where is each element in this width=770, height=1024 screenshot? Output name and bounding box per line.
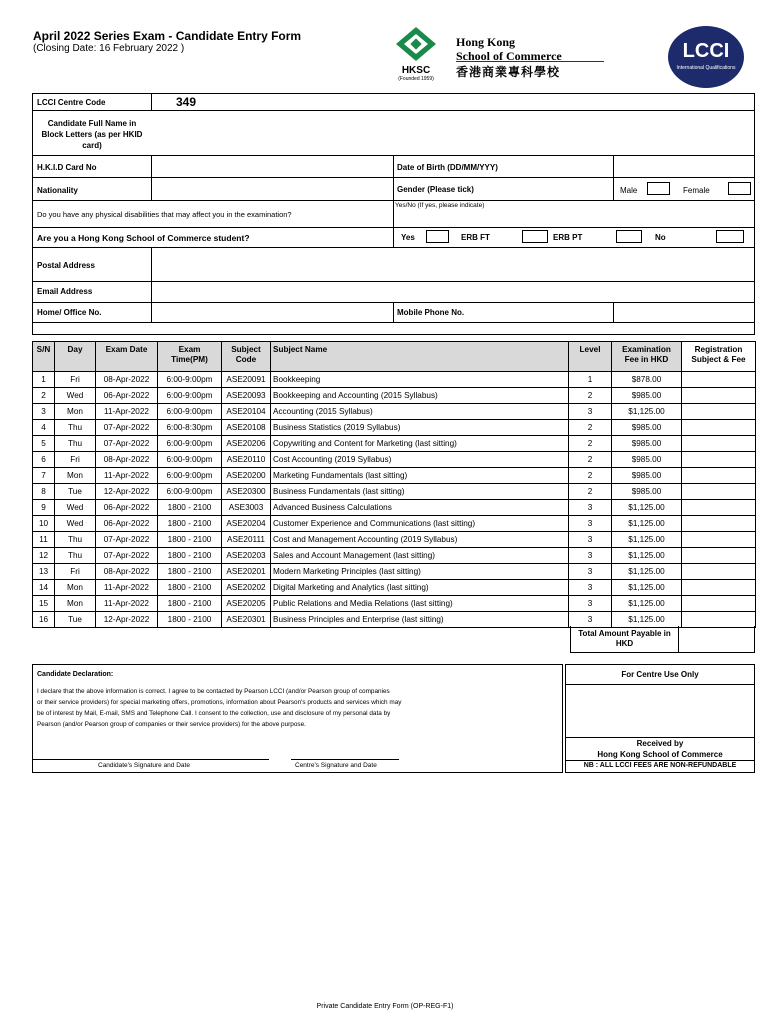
hksc-abbr: HKSC: [401, 65, 431, 76]
cell-code: ASE20110: [222, 452, 271, 468]
cell-code: ASE20093: [222, 388, 271, 404]
registration-cell[interactable]: [682, 564, 756, 580]
cell-time: 6:00-9:00pm: [158, 484, 222, 500]
registration-cell[interactable]: [682, 532, 756, 548]
cell-level: 3: [569, 516, 612, 532]
cell-date: 12-Apr-2022: [96, 612, 158, 628]
cell-date: 11-Apr-2022: [96, 404, 158, 420]
cell-day: Thu: [55, 436, 96, 452]
cell-code: ASE20108: [222, 420, 271, 436]
cell-fee: $1,125.00: [612, 564, 682, 580]
cell-day: Thu: [55, 532, 96, 548]
cell-level: 3: [569, 500, 612, 516]
table-row: [33, 516, 756, 532]
registration-cell[interactable]: [682, 548, 756, 564]
cell-level: 2: [569, 388, 612, 404]
form-title: April 2022 Series Exam - Candidate Entry Form: [33, 29, 302, 43]
email-field[interactable]: [152, 282, 754, 302]
yes-checkbox[interactable]: [426, 230, 449, 243]
dob-field[interactable]: [614, 156, 754, 177]
cell-name: Business Fundamentals (last sitting): [271, 484, 569, 500]
cell-time: 1800 - 2100: [158, 500, 222, 516]
registration-cell[interactable]: [682, 404, 756, 420]
cell-day: Fri: [55, 372, 96, 388]
table-header-row: [33, 342, 756, 372]
cell-day: Tue: [55, 612, 96, 628]
cell-day: Fri: [55, 452, 96, 468]
candidate-details-form: [32, 93, 755, 335]
cell-sn: 4: [33, 420, 55, 436]
table-row: [33, 388, 756, 404]
cell-code: ASE20300: [222, 484, 271, 500]
cell-sn: 14: [33, 580, 55, 596]
cell-name: Digital Marketing and Analytics (last sitting): [271, 580, 569, 596]
cell-name: Public Relations and Media Relations (last sitting): [271, 596, 569, 612]
cell-sn: 8: [33, 484, 55, 500]
school-name-en: [456, 35, 562, 63]
cell-sn: 1: [33, 372, 55, 388]
cell-date: 06-Apr-2022: [96, 388, 158, 404]
table-row: [33, 404, 756, 420]
cell-time: 1800 - 2100: [158, 548, 222, 564]
centre-use-title: For Centre Use Only: [621, 670, 699, 679]
received-by-school: Hong Kong School of Commerce: [597, 750, 723, 759]
phone-field[interactable]: [152, 303, 392, 322]
table-row: [33, 532, 756, 548]
centre-code-value: 349: [176, 95, 197, 109]
cell-date: 08-Apr-2022: [96, 452, 158, 468]
cell-code: ASE20206: [222, 436, 271, 452]
cell-sn: 10: [33, 516, 55, 532]
col-level: Level: [569, 342, 612, 372]
cell-name: Advanced Business Calculations: [271, 500, 569, 516]
cell-name: Cost and Management Accounting (2019 Syllabus): [271, 532, 569, 548]
cell-name: Business Principles and Enterprise (last sitting): [271, 612, 569, 628]
cell-level: 3: [569, 612, 612, 628]
cell-day: Thu: [55, 548, 96, 564]
centre-signature-line[interactable]: [291, 759, 399, 760]
cell-time: 6:00-9:00pm: [158, 436, 222, 452]
cell-day: Wed: [55, 500, 96, 516]
lcci-logo-text: LCCI: [682, 40, 730, 62]
cell-name: Modern Marketing Principles (last sitting): [271, 564, 569, 580]
hksc-founded: (Founded 1959): [398, 76, 434, 82]
cell-sn: 11: [33, 532, 55, 548]
cell-fee: $1,125.00: [612, 500, 682, 516]
school-name-line2: School of Commerce: [456, 49, 562, 63]
registration-cell[interactable]: [682, 420, 756, 436]
cell-fee: $1,125.00: [612, 596, 682, 612]
cell-code: ASE20201: [222, 564, 271, 580]
candidate-signature-line[interactable]: [33, 759, 269, 760]
cell-level: 3: [569, 548, 612, 564]
cell-level: 1: [569, 372, 612, 388]
mobile-field[interactable]: [614, 303, 754, 322]
col-sn: S/N: [33, 342, 55, 372]
cell-sn: 3: [33, 404, 55, 420]
lcci-logo-subtext: International Qualifications: [676, 65, 736, 71]
cell-level: 2: [569, 436, 612, 452]
cell-level: 2: [569, 420, 612, 436]
closing-date: (Closing Date: 16 February 2022 ): [33, 43, 185, 54]
cell-day: Mon: [55, 580, 96, 596]
male-label: Male: [620, 186, 638, 195]
cell-day: Wed: [55, 388, 96, 404]
registration-cell[interactable]: [682, 468, 756, 484]
cell-day: Mon: [55, 468, 96, 484]
cell-code: ASE20091: [222, 372, 271, 388]
cell-fee: $1,125.00: [612, 580, 682, 596]
cell-date: 07-Apr-2022: [96, 548, 158, 564]
cell-date: 06-Apr-2022: [96, 516, 158, 532]
cell-fee: $985.00: [612, 388, 682, 404]
cell-time: 6:00-8:30pm: [158, 420, 222, 436]
registration-cell[interactable]: [682, 452, 756, 468]
hksc-emblem-icon: [395, 26, 437, 62]
cell-date: 11-Apr-2022: [96, 580, 158, 596]
cell-time: 1800 - 2100: [158, 612, 222, 628]
declaration-text: [37, 686, 401, 730]
col-exam-time: Exam Time(PM): [158, 342, 222, 372]
col-day: Day: [55, 342, 96, 372]
centre-use-box: [565, 664, 755, 773]
cell-level: 2: [569, 484, 612, 500]
erb-pt-label: ERB PT: [553, 233, 583, 242]
col-subject-code: Subject Code: [222, 342, 271, 372]
table-row: [33, 580, 756, 596]
cell-code: ASE20203: [222, 548, 271, 564]
cell-time: 6:00-9:00pm: [158, 468, 222, 484]
nationality-field[interactable]: [152, 178, 392, 200]
exam-subject-table: [32, 341, 756, 628]
cell-time: 6:00-9:00pm: [158, 452, 222, 468]
cell-date: 11-Apr-2022: [96, 468, 158, 484]
cell-fee: $985.00: [612, 484, 682, 500]
cell-fee: $985.00: [612, 452, 682, 468]
cell-fee: $985.00: [612, 468, 682, 484]
cell-fee: $1,125.00: [612, 612, 682, 628]
cell-level: 3: [569, 404, 612, 420]
disability-field[interactable]: [394, 210, 754, 227]
col-registration: Registration Subject & Fee: [682, 342, 756, 372]
cell-day: Fri: [55, 564, 96, 580]
cell-time: 1800 - 2100: [158, 532, 222, 548]
cell-date: 07-Apr-2022: [96, 436, 158, 452]
cell-day: Mon: [55, 596, 96, 612]
cell-date: 11-Apr-2022: [96, 596, 158, 612]
table-row: [33, 436, 756, 452]
cell-sn: 13: [33, 564, 55, 580]
cell-fee: $1,125.00: [612, 516, 682, 532]
centre-signature-label: Centre's Signature and Date: [295, 762, 377, 769]
table-row: [33, 484, 756, 500]
table-row: [33, 500, 756, 516]
table-row: [33, 372, 756, 388]
registration-cell[interactable]: [682, 580, 756, 596]
nationality-label: Nationality: [37, 186, 78, 195]
declaration-title: Candidate Declaration:: [37, 671, 114, 678]
full-name-field[interactable]: [152, 111, 754, 155]
male-checkbox[interactable]: [647, 182, 670, 195]
cell-name: Marketing Fundamentals (last sitting): [271, 468, 569, 484]
cell-code: ASE20200: [222, 468, 271, 484]
registration-cell[interactable]: [682, 388, 756, 404]
cell-fee: $1,125.00: [612, 404, 682, 420]
cell-code: ASE20202: [222, 580, 271, 596]
full-name-label: Candidate Full Name in Block Letters (as per HKID card): [41, 119, 143, 150]
cell-level: 3: [569, 564, 612, 580]
cell-code: ASE3003: [222, 500, 271, 516]
cell-name: Business Statistics (2019 Syllabus): [271, 420, 569, 436]
col-exam-date: Exam Date: [96, 342, 158, 372]
cell-sn: 5: [33, 436, 55, 452]
gender-label: Gender (Please tick): [397, 185, 474, 194]
cell-level: 2: [569, 452, 612, 468]
cell-code: ASE20301: [222, 612, 271, 628]
cell-name: Bookkeeping and Accounting (2015 Syllabus): [271, 388, 569, 404]
erb-ft-checkbox[interactable]: [522, 230, 548, 243]
cell-day: Thu: [55, 420, 96, 436]
registration-cell[interactable]: [682, 436, 756, 452]
no-label: No: [655, 233, 666, 242]
cell-time: 1800 - 2100: [158, 516, 222, 532]
cell-sn: 6: [33, 452, 55, 468]
declaration-line: be of interest by Mail, E-mail, SMS and Telephone Call. I consent to the collection, use and disclosure of my personal data by: [37, 710, 391, 717]
school-name-zh: 香港商業專科學校: [456, 65, 561, 79]
cell-level: 3: [569, 596, 612, 612]
col-subject-name: Subject Name: [271, 342, 569, 372]
cell-fee: $985.00: [612, 436, 682, 452]
cell-day: Mon: [55, 404, 96, 420]
cell-sn: 9: [33, 500, 55, 516]
school-name-line1: Hong Kong: [456, 35, 516, 49]
registration-cell[interactable]: [682, 500, 756, 516]
cell-name: Bookkeeping: [271, 372, 569, 388]
lcci-logo: [668, 26, 744, 88]
cell-sn: 7: [33, 468, 55, 484]
table-row: [33, 548, 756, 564]
cell-day: Tue: [55, 484, 96, 500]
table-row: [33, 564, 756, 580]
declaration-box: [32, 664, 563, 773]
col-fee: Examination Fee in HKD: [612, 342, 682, 372]
registration-cell[interactable]: [682, 516, 756, 532]
declaration-line: or their service providers) for special marketing offers, promotions, information about Pearson's products and services which may: [37, 699, 402, 706]
cell-level: 3: [569, 580, 612, 596]
cell-name: Accounting (2015 Syllabus): [271, 404, 569, 420]
cell-name: Copywriting and Content for Marketing (last sitting): [271, 436, 569, 452]
table-row: [33, 420, 756, 436]
registration-cell[interactable]: [682, 596, 756, 612]
hksc-logo: [395, 26, 437, 82]
cell-code: ASE20104: [222, 404, 271, 420]
postal-address-label: Postal Address: [37, 261, 95, 270]
cell-sn: 15: [33, 596, 55, 612]
cell-code: ASE20205: [222, 596, 271, 612]
postal-address-field[interactable]: [152, 248, 754, 281]
centre-use-field[interactable]: [566, 685, 754, 737]
student-question: Are you a Hong Kong School of Commerce student?: [37, 233, 250, 243]
table-row: [33, 468, 756, 484]
cell-time: 6:00-9:00pm: [158, 372, 222, 388]
mobile-label: Mobile Phone No.: [397, 308, 465, 317]
cell-time: 1800 - 2100: [158, 580, 222, 596]
yes-label: Yes: [401, 233, 415, 242]
cell-date: 08-Apr-2022: [96, 564, 158, 580]
cell-level: 2: [569, 468, 612, 484]
cell-fee: $985.00: [612, 420, 682, 436]
cell-time: 6:00-9:00pm: [158, 404, 222, 420]
hkid-label: H.K.I.D Card No: [37, 163, 97, 172]
phone-label: Home/ Office No.: [37, 308, 102, 317]
total-amount-field[interactable]: [679, 626, 755, 653]
table-row: [33, 596, 756, 612]
female-label: Female: [683, 186, 710, 195]
disability-hint: Yes/No (If yes, please indicate): [395, 202, 485, 209]
registration-cell[interactable]: [682, 372, 756, 388]
cell-name: Customer Experience and Communications (last sitting): [271, 516, 569, 532]
cell-time: 1800 - 2100: [158, 596, 222, 612]
received-by-label: Received by: [636, 739, 684, 748]
cell-fee: $1,125.00: [612, 532, 682, 548]
cell-code: ASE20204: [222, 516, 271, 532]
cell-name: Sales and Account Management (last sitting): [271, 548, 569, 564]
cell-date: 07-Apr-2022: [96, 532, 158, 548]
cell-sn: 2: [33, 388, 55, 404]
no-checkbox[interactable]: [716, 230, 744, 243]
cell-code: ASE20111: [222, 532, 271, 548]
declaration-line: Pearson (and/or Pearson group of companies or their service providers) for the above purpose.: [37, 721, 306, 728]
school-name-divider: [456, 61, 604, 62]
declaration-line: I declare that the above information is correct. I agree to be contacted by Pearson LCCI (and/or Pearson group of companies: [37, 688, 390, 695]
cell-level: 3: [569, 532, 612, 548]
cell-sn: 16: [33, 612, 55, 628]
cell-sn: 12: [33, 548, 55, 564]
female-checkbox[interactable]: [728, 182, 751, 195]
form-footer: Private Candidate Entry Form (OP-REG-F1): [316, 1003, 454, 1010]
cell-date: 12-Apr-2022: [96, 484, 158, 500]
erb-pt-checkbox[interactable]: [616, 230, 642, 243]
erb-ft-label: ERB FT: [461, 233, 490, 242]
cell-name: Cost Accounting (2019 Syllabus): [271, 452, 569, 468]
cell-date: 08-Apr-2022: [96, 372, 158, 388]
cell-time: 6:00-9:00pm: [158, 388, 222, 404]
dob-label: Date of Birth (DD/MM/YYY): [397, 163, 498, 172]
cell-time: 1800 - 2100: [158, 564, 222, 580]
non-refundable-note: NB : ALL LCCI FEES ARE NON-REFUNDABLE: [583, 762, 737, 769]
disability-question: Do you have any physical disabilities that may affect you in the examination?: [37, 210, 292, 219]
total-amount-label: Total Amount Payable in HKD: [570, 626, 679, 653]
centre-code-label: LCCI Centre Code: [37, 98, 106, 107]
registration-cell[interactable]: [682, 484, 756, 500]
email-label: Email Address: [37, 287, 93, 296]
cell-date: 06-Apr-2022: [96, 500, 158, 516]
hkid-field[interactable]: [152, 156, 392, 177]
candidate-signature-label: Candidate's Signature and Date: [98, 762, 190, 769]
cell-date: 07-Apr-2022: [96, 420, 158, 436]
table-row: [33, 452, 756, 468]
cell-fee: $878.00: [612, 372, 682, 388]
cell-fee: $1,125.00: [612, 548, 682, 564]
cell-day: Wed: [55, 516, 96, 532]
